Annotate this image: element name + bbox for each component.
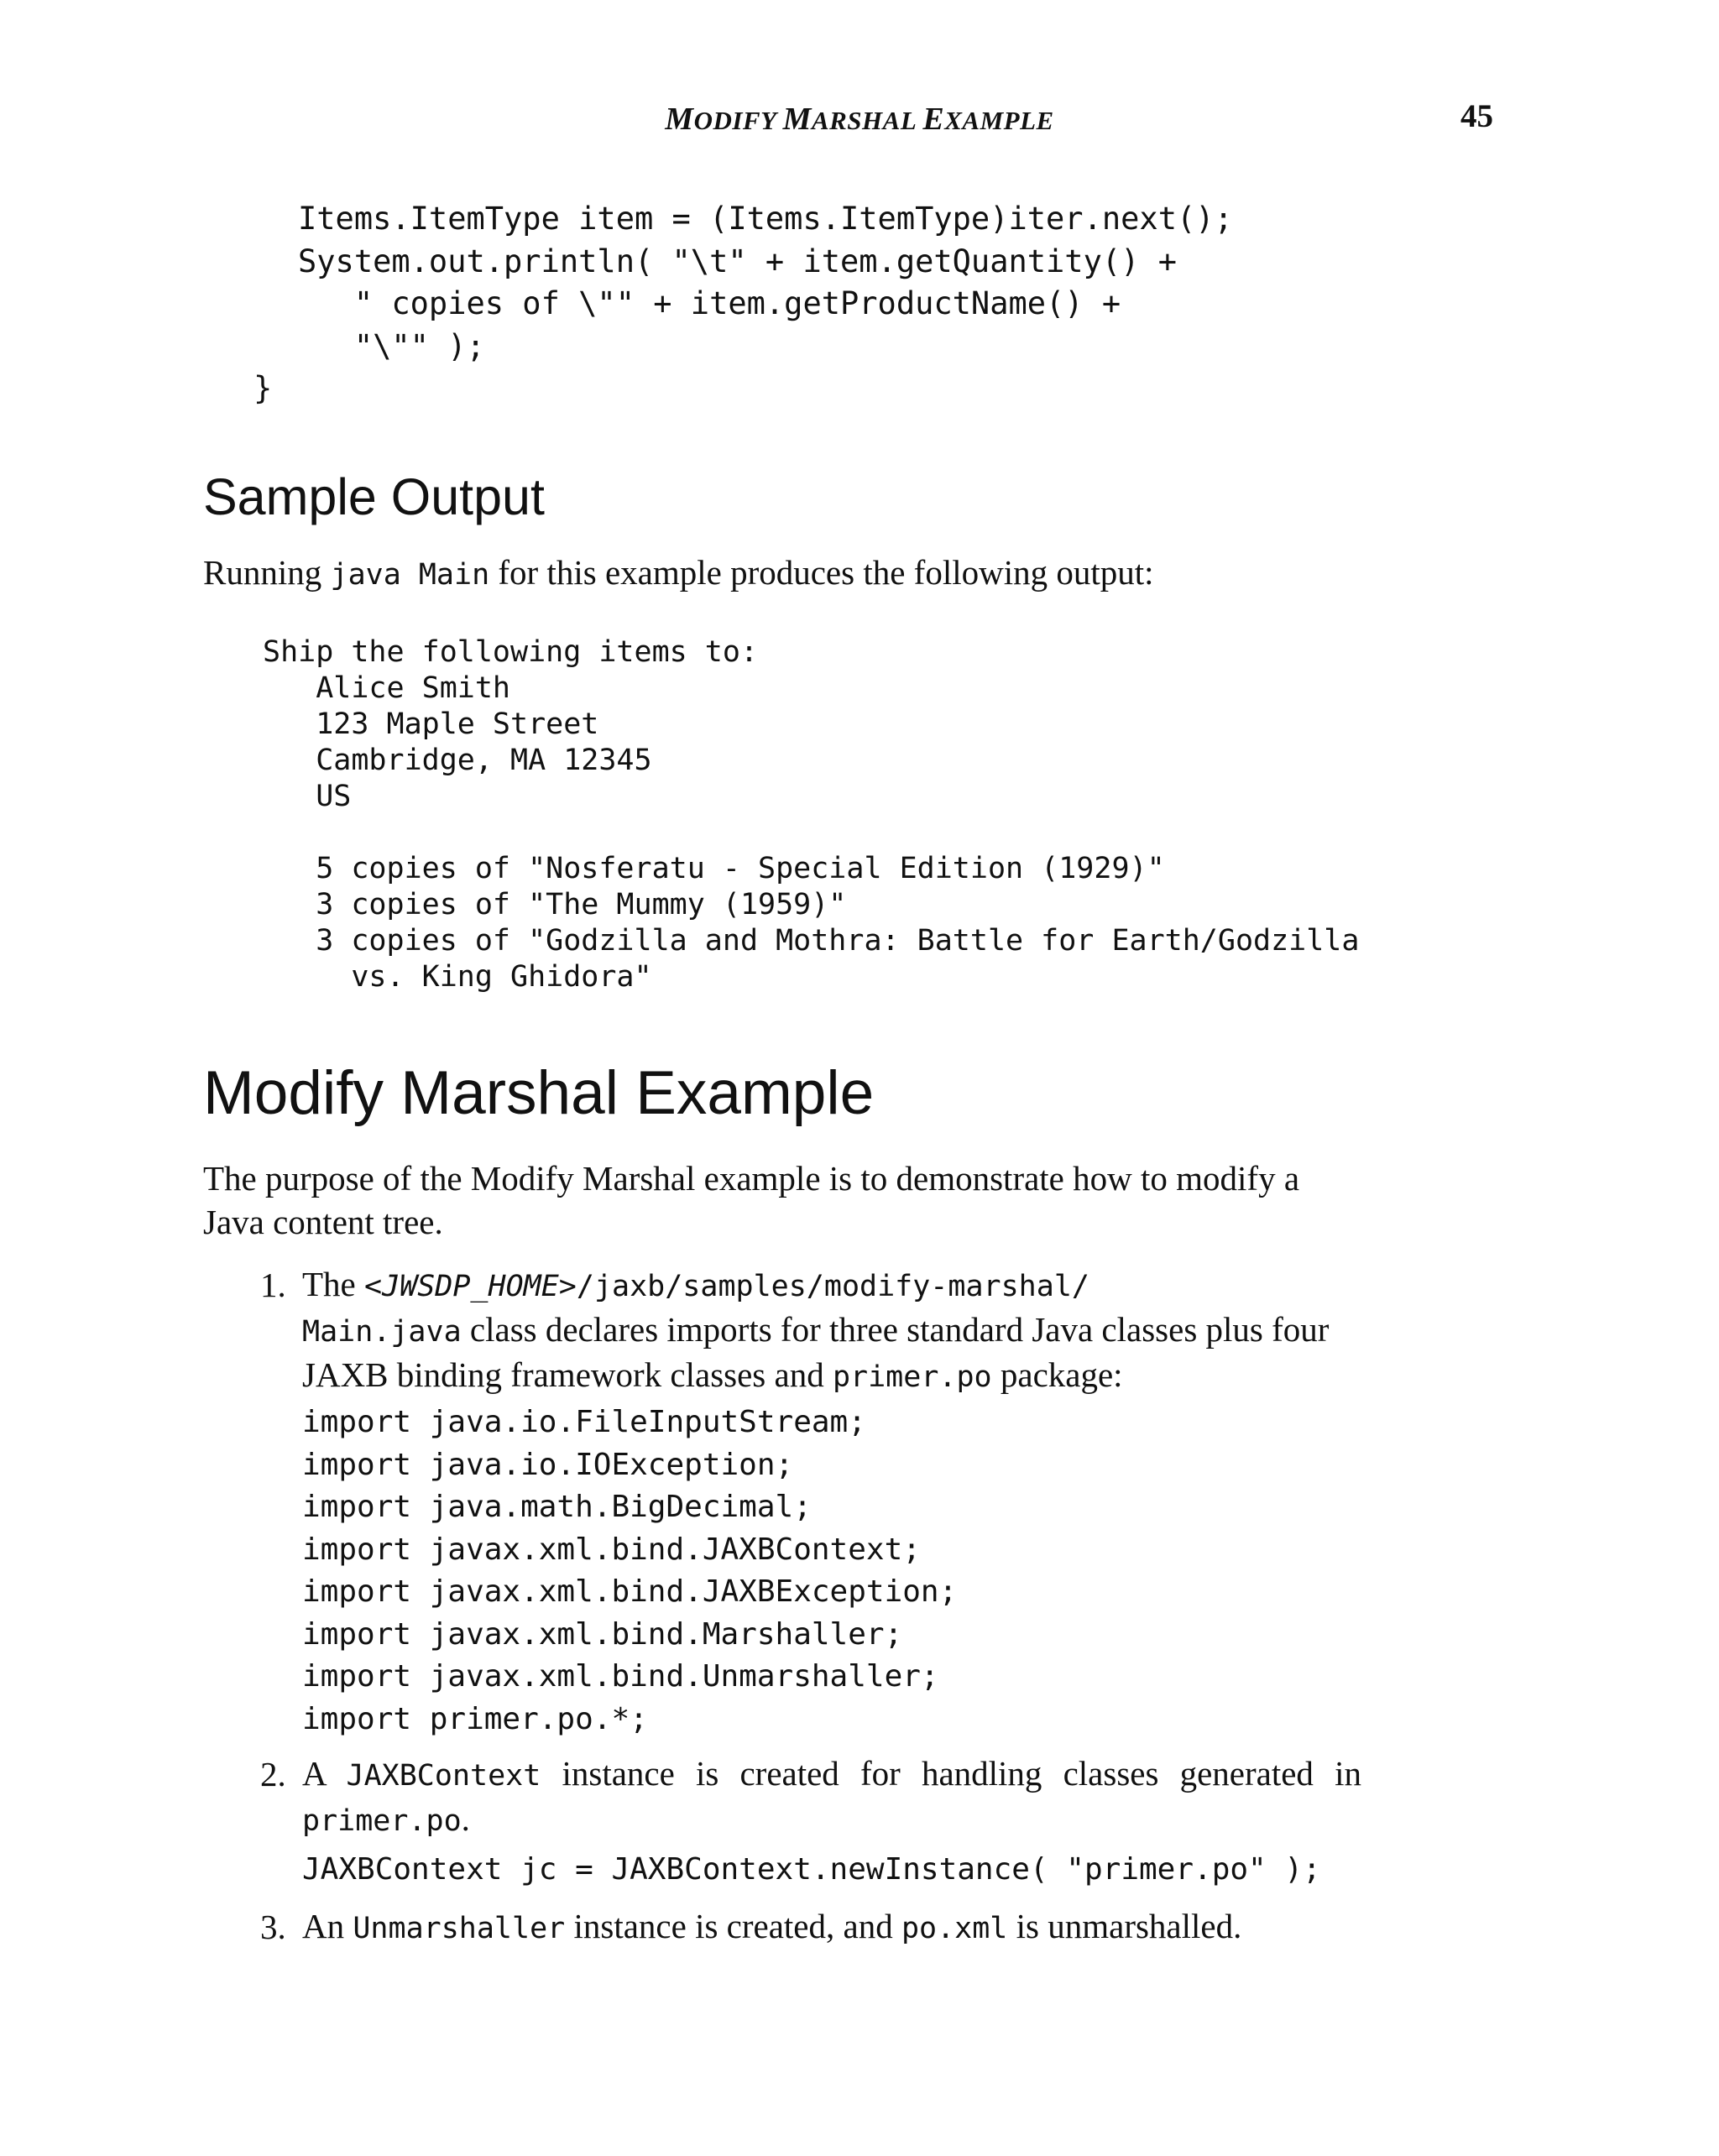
code-line: import java.math.BigDecimal; [302, 1490, 812, 1524]
code-line: import java.io.IOException; [302, 1447, 794, 1482]
output-line: vs. King Ghidora" [263, 960, 652, 994]
list-item-text: The <JWSDP_HOME>/jaxb/samples/modify-marshal/ Main.java class declares imports for three standard Java classes plus four JAXB binding framework classes and primer.po package: [302, 1265, 1330, 1394]
code-line: import java.io.FileInputStream; [302, 1405, 866, 1439]
list-item-number: 3. [260, 1908, 286, 1946]
code-block-imports [302, 1402, 957, 1741]
code-line: import javax.xml.bind.JAXBContext; [302, 1532, 921, 1567]
code-block-loop-body [253, 198, 1233, 410]
output-line: 5 copies of "Nosferatu - Special Edition (1929)" [263, 852, 1165, 885]
code-line: " copies of \"" + item.getProductName() + [298, 285, 1121, 321]
output-line: Ship the following items to: [263, 635, 759, 669]
output-line: US [263, 780, 352, 813]
output-line: 3 copies of "The Mummy (1959)" [263, 888, 847, 921]
page-number: 45 [1460, 98, 1493, 134]
list-item-number: 2. [260, 1755, 286, 1793]
code-line-closing-brace: } [253, 370, 273, 406]
paragraph-purpose: The purpose of the Modify Marshal example is to demonstrate how to modify a Java content tree. [203, 1159, 1300, 1241]
running-header-title: MODIFY MARSHAL EXAMPLE [665, 102, 1054, 137]
code-line: JAXBContext jc = JAXBContext.newInstance( "primer.po" ); [302, 1852, 1321, 1887]
list-item-number: 1. [260, 1266, 286, 1304]
code-line: "\"" ); [298, 327, 485, 364]
list-item-text: An Unmarshaller instance is created, and po.xml is unmarshalled. [302, 1907, 1242, 1945]
code-line: Items.ItemType item = (Items.ItemType)iter.next(); [298, 201, 1233, 237]
code-line: import javax.xml.bind.Marshaller; [302, 1616, 903, 1652]
code-block-sample-output [263, 634, 1359, 995]
code-line: import javax.xml.bind.JAXBException; [302, 1574, 958, 1609]
output-line: 123 Maple Street [263, 707, 599, 741]
code-block-jaxbcontext [302, 1849, 1321, 1891]
code-line: import javax.xml.bind.Unmarshaller; [302, 1659, 939, 1694]
section-heading-modify-marshal: Modify Marshal Example [203, 1059, 875, 1127]
list-item-text: A JAXBContext instance is created for handling classes generated in primer.po. [302, 1754, 1361, 1838]
output-line: Alice Smith [263, 671, 511, 705]
output-line: 3 copies of "Godzilla and Mothra: Battle for Earth/Godzilla [263, 924, 1360, 958]
code-line: System.out.println( "\t" + item.getQuantity() + [298, 243, 1177, 279]
paragraph-running-intro: Running java Main for this example produces the following output: [203, 553, 1154, 592]
inline-code: java Main [330, 558, 490, 592]
code-line: import primer.po.*; [302, 1701, 648, 1736]
section-heading-sample-output: Sample Output [203, 468, 545, 525]
output-line: Cambridge, MA 12345 [263, 744, 652, 777]
